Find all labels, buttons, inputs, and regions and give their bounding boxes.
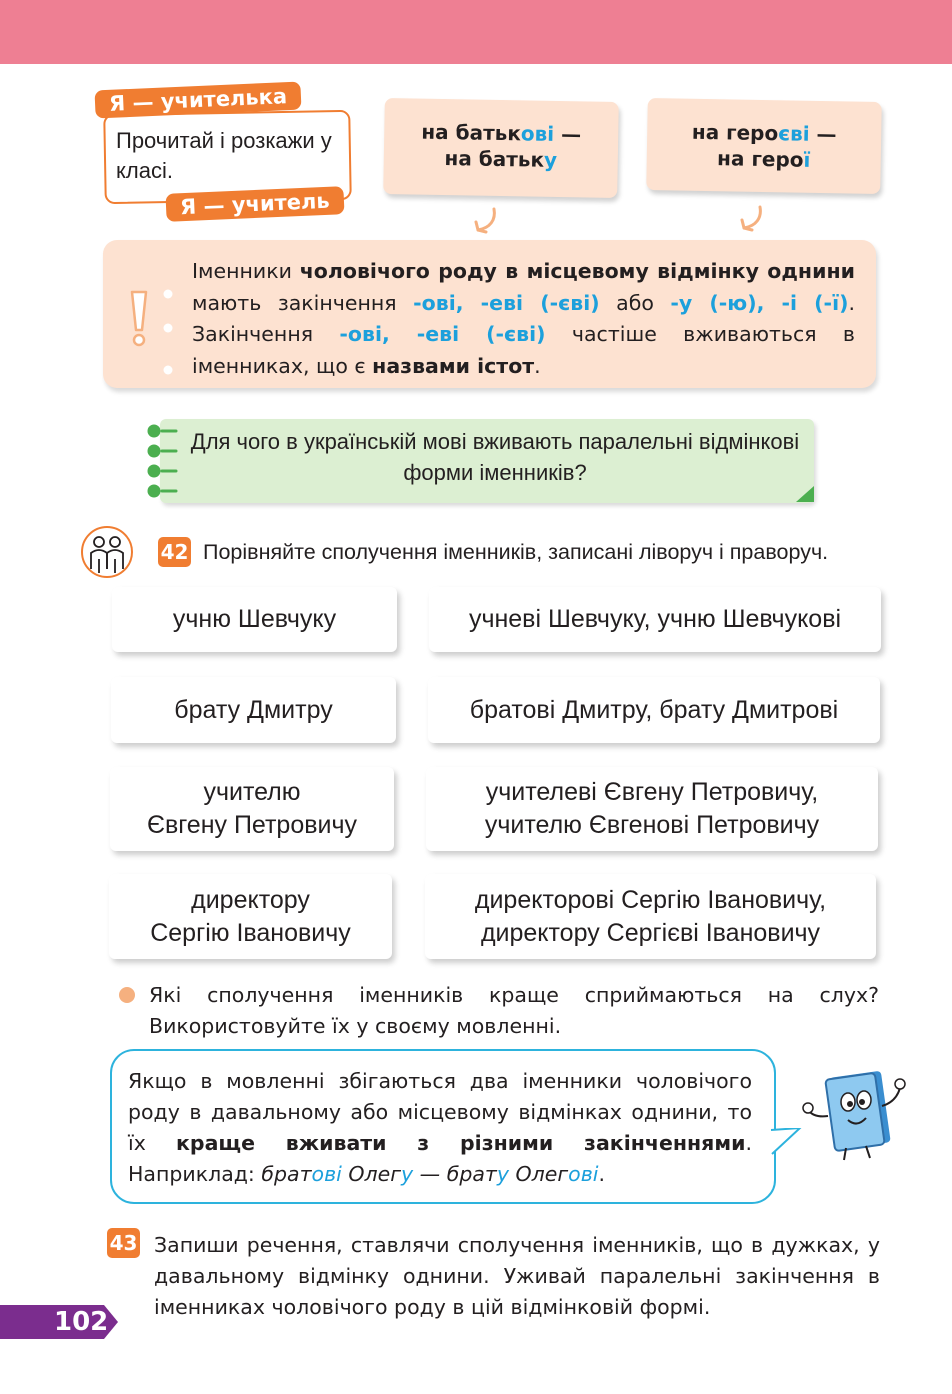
example-stem: Олег [509, 1162, 569, 1186]
tip-bold: краще вживати з різними закінченнями [175, 1131, 746, 1155]
example-ending: ові [568, 1162, 599, 1186]
phrase-line: учителю Євгенові Петровичу [484, 811, 820, 839]
example-stem: брат [261, 1162, 312, 1186]
example-stem: на геро [716, 146, 804, 172]
followup-question: Які сполучення іменників краще сприймаються на слух? Використовуйте їх у своєму мовленні. [149, 983, 879, 1038]
phrase-line: директору Сергієві Івановичу [480, 918, 821, 947]
question-corner [796, 486, 814, 502]
pair-work-icon [80, 525, 134, 579]
tip-text [128, 1066, 752, 1190]
bubble-tail [770, 1128, 802, 1158]
exclamation-icon [122, 286, 182, 382]
example-ending: у [496, 1162, 510, 1186]
example-ending: у [401, 1162, 414, 1186]
phrase-line: директору [191, 885, 310, 914]
question-text: Для чого в українській мові вживають паралельні відмінкові форми іменників? [190, 429, 800, 485]
example-ending: ові [520, 121, 555, 146]
exercise-number-badge: 43 [107, 1228, 140, 1258]
rule-fragment: . Закінчення [192, 290, 855, 346]
rule-ending: -ові, -еві (-єві) [339, 322, 546, 346]
example-ending: єві [778, 121, 810, 146]
rule-ending: -ові, -еві (-єві) [413, 290, 600, 315]
phrase-card-left [110, 767, 394, 851]
example-stem: Олег [341, 1162, 402, 1186]
phrase-card-right [429, 587, 881, 652]
phrase-line: Євгену Петровичу [146, 811, 358, 839]
exercise-43-task: Запиши речення, ставлячи сполучення іменників, що в дужках, у давальному відмінку однини. Уживай паралельні закінчення в іменниках чоловічого роду в цій відмінковій формі. [154, 1233, 880, 1319]
tip-fragment: Якщо в мовленні збігаються два іменники чоловічого роду в давальному або місцевому відмінках однини, то їх [128, 1069, 752, 1155]
phrase-line: учителю [203, 778, 301, 806]
rule-fragment: . [534, 353, 541, 378]
rule-fragment: або [599, 290, 671, 315]
phrase-line: братові Дмитру, брату Дмитрові [469, 695, 839, 724]
exercise-number-badge: 42 [158, 537, 191, 567]
list-icon [146, 422, 182, 500]
rule-ending: -у (-ю), -і (-ї) [670, 290, 849, 315]
curved-arrow-icon [472, 206, 502, 236]
example-dash: — [809, 121, 837, 147]
phrase-line: учневі Шевчуку, учню Шевчукові [468, 605, 842, 633]
example-ending: ї [803, 147, 811, 172]
role-tag-teacher-male: Я — учитель [165, 186, 344, 222]
example-stem: на батьк [444, 146, 545, 172]
example-stem: брат [446, 1162, 497, 1186]
exercise-42-task: Порівняйте сполучення іменників, записані ліворуч і праворуч. [203, 540, 829, 564]
phrase-card-right [425, 874, 876, 959]
rule-fragment: Іменники [192, 259, 300, 283]
tip-example [261, 1162, 598, 1186]
example-ending: ові [311, 1162, 342, 1186]
phrase-line: директорові Сергію Івановичу, [474, 885, 827, 914]
phrase-line: брату Дмитру [174, 695, 333, 724]
book-mascot-icon [800, 1066, 912, 1166]
example-stem: на геро [691, 119, 779, 146]
rule-fragment: мають закінчення [192, 290, 414, 315]
rule-bold: чоловічого роду в місцевому відмінку однини [299, 259, 855, 283]
rule-bold: назвами істот [372, 353, 535, 378]
curved-arrow-icon [738, 204, 768, 234]
phrase-card-left [111, 677, 396, 743]
bullet-icon [119, 987, 135, 1003]
phrase-line: Сергію Івановичу [150, 918, 351, 947]
phrase-card-right [426, 767, 878, 851]
example-dash: — [553, 121, 582, 147]
example-card-father [383, 98, 619, 198]
phrase-card-left [112, 587, 397, 652]
role-tag-teacher-female: Я — учителька [94, 82, 301, 119]
tip-fragment: . Наприклад: [128, 1131, 752, 1186]
example-dash: — [413, 1162, 447, 1186]
phrase-line: учню Шевчуку [172, 605, 337, 633]
phrase-card-right [428, 677, 880, 743]
example-ending: у [543, 147, 558, 172]
instruction-text: Прочитай і розкажи у класі. [116, 128, 332, 183]
page-number: 102 [54, 1307, 109, 1337]
example-stem: на батьк [421, 119, 522, 146]
top-color-bar [0, 0, 952, 64]
rule-fragment: частіше вживаються в іменниках, що є [192, 322, 855, 378]
phrase-line: учителеві Євгену Петровичу, [485, 778, 819, 806]
example-card-hero [646, 98, 882, 194]
rule-text [192, 256, 855, 382]
tip-fragment: . [598, 1162, 606, 1186]
phrase-card-left [109, 874, 392, 959]
